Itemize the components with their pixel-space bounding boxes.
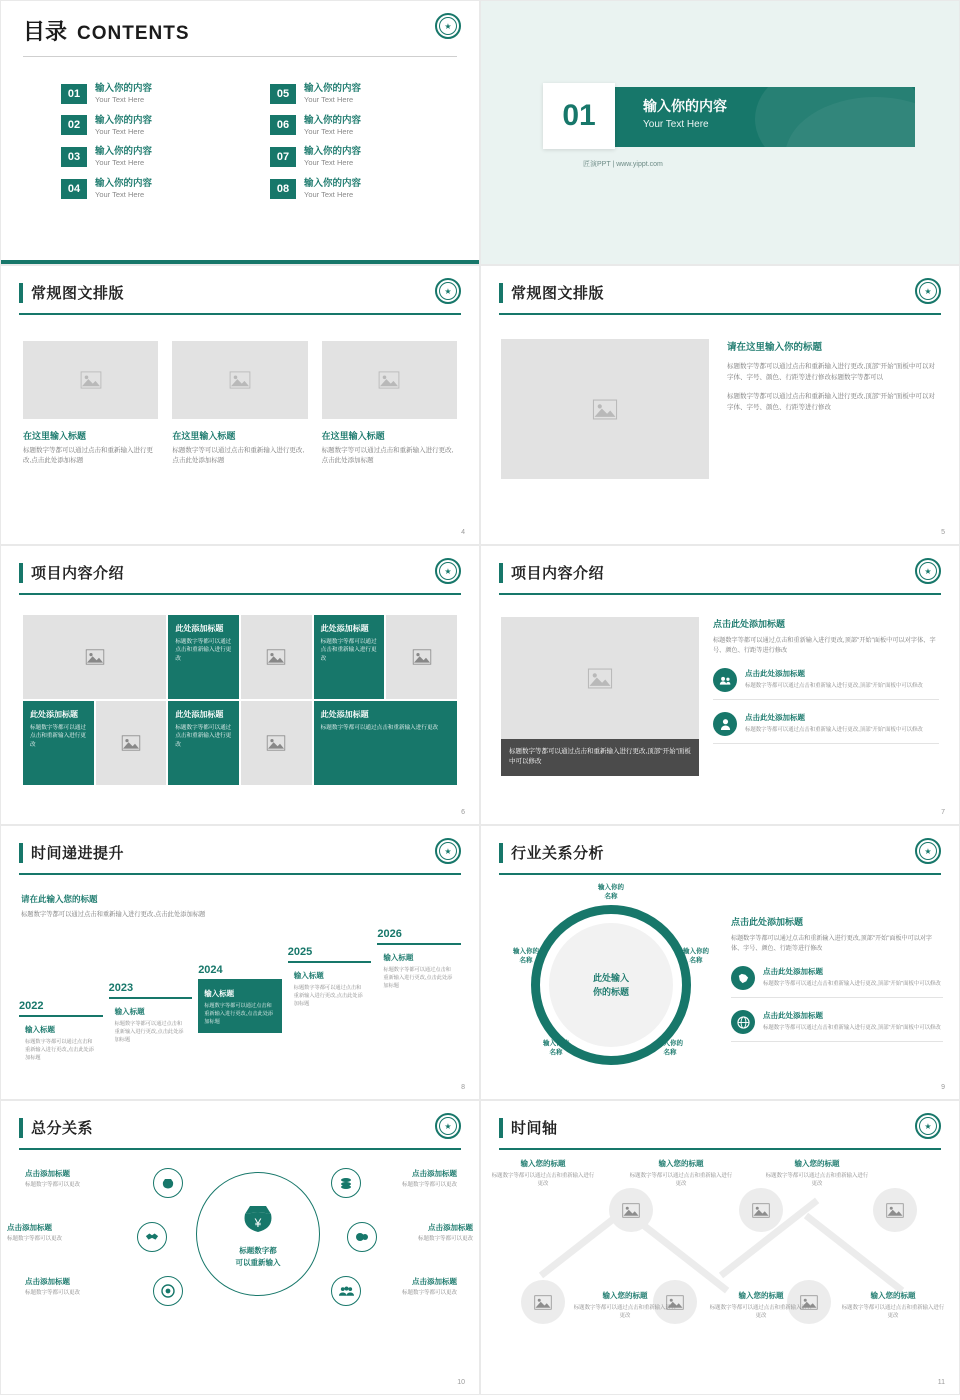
page-number: 9 bbox=[941, 1084, 945, 1091]
item-body: 标题数字等都可以通过点击和重新输入进行更改 bbox=[629, 1173, 733, 1188]
node-line-2: 名称 bbox=[689, 957, 703, 965]
section-band bbox=[583, 87, 915, 147]
item-heading: 点击添加标题 bbox=[25, 1169, 70, 1178]
image-placeholder bbox=[322, 341, 457, 419]
node-line-2: 名称 bbox=[519, 957, 533, 965]
node-line-2: 名称 bbox=[604, 893, 618, 901]
image-placeholder bbox=[501, 617, 699, 739]
block-body: 标题数字等都可以通过点击和重新输入进行更改 bbox=[175, 639, 232, 662]
item-body: 标题数字等都可以更改 bbox=[25, 1290, 81, 1296]
toc-label-cn: 输入你的内容 bbox=[95, 114, 153, 126]
image-placeholder bbox=[386, 615, 457, 699]
node-line-1: 输入你的 bbox=[657, 1040, 683, 1047]
diagram-node bbox=[529, 1039, 583, 1058]
slide-timeline-steps bbox=[0, 825, 480, 1100]
timeline-item bbox=[491, 1158, 595, 1188]
step-body: 标题数字等都可以通过点击和重新输入进行更改,点击此处添加标题 bbox=[204, 1003, 274, 1025]
section-caption: 匠演PPT | www.yippt.com bbox=[583, 161, 663, 168]
section-number: 01 bbox=[543, 83, 615, 149]
node-line-1: 输入你的 bbox=[683, 948, 709, 955]
section-heading: 点击此处添加标题 bbox=[731, 917, 804, 927]
toc-label-cn: 输入你的内容 bbox=[95, 146, 153, 158]
toc-label-en: Your Text Here bbox=[95, 126, 145, 136]
section-heading: 请在这里输入你的标题 bbox=[727, 342, 823, 353]
step-body: 标题数字等都可以通过点击和重新输入进行更改,点击此处添加标题 bbox=[114, 1021, 184, 1043]
step-year: 2024 bbox=[198, 964, 223, 977]
item-body: 标题数字等都可以通过点击和重新输入进行更改 bbox=[841, 1305, 945, 1320]
step-heading: 输入标题 bbox=[383, 953, 414, 963]
item-heading: 点击此处添加标题 bbox=[763, 967, 823, 977]
step-body: 标题数字等都可以通过点击和重新输入进行更改,点击此处添加标题 bbox=[383, 967, 453, 989]
toc-label-en: Your Text Here bbox=[304, 189, 354, 199]
step-item bbox=[19, 1000, 103, 1069]
section-title-cn: 输入你的内容 bbox=[643, 98, 727, 114]
hub-item bbox=[337, 1168, 457, 1190]
accent-bar bbox=[19, 843, 23, 863]
step-year: 2025 bbox=[287, 946, 313, 959]
step-item bbox=[198, 964, 282, 1069]
contents-header bbox=[1, 1, 479, 46]
block-body: 标题数字等都可以通过点击和重新输入进行更改 bbox=[30, 725, 86, 748]
step-heading: 输入标题 bbox=[204, 989, 235, 999]
list-item bbox=[713, 712, 939, 744]
list-item[interactable] bbox=[270, 178, 453, 200]
toc-number: 04 bbox=[61, 179, 87, 199]
toc-number: 08 bbox=[270, 179, 296, 199]
diagram-node bbox=[643, 1039, 697, 1058]
diagram-node bbox=[499, 947, 553, 966]
slide-project-mosaic bbox=[0, 545, 480, 825]
step-year: 2023 bbox=[108, 982, 134, 995]
image-placeholder bbox=[23, 341, 158, 419]
item-body: 标题数字等都可以通过点击和重新输入进行更改,顶部"开始"面板中可以修改 bbox=[745, 683, 923, 690]
slide-industry-relation bbox=[480, 825, 960, 1100]
step-heading: 输入标题 bbox=[293, 971, 324, 981]
image-caption: 标题数字等都可以通过点击和重新输入进行更改,顶部"开始"面板中可以修改 bbox=[501, 739, 699, 776]
toc-label-cn: 输入你的内容 bbox=[304, 114, 362, 126]
page-title: 时间递进提升 bbox=[31, 845, 125, 862]
item-heading: 输入您的标题 bbox=[658, 1159, 704, 1168]
diagram-center bbox=[549, 923, 673, 1047]
item-heading: 点击添加标题 bbox=[428, 1223, 473, 1232]
step-year: 2022 bbox=[19, 1000, 44, 1013]
globe-icon bbox=[731, 1010, 755, 1034]
accent-bar bbox=[19, 1118, 23, 1138]
list-item bbox=[731, 966, 943, 998]
block-body: 标题数字等都可以通过点击和重新输入进行更改 bbox=[320, 725, 439, 731]
contents-title-cn: 目录 bbox=[23, 19, 68, 44]
image-placeholder bbox=[23, 615, 166, 699]
logo-badge-icon: ★ bbox=[915, 1113, 941, 1139]
page-number: 8 bbox=[461, 1084, 465, 1091]
timeline-item bbox=[765, 1158, 869, 1188]
slide-image-text-3col bbox=[0, 265, 480, 545]
hub-item bbox=[25, 1276, 145, 1298]
list-item bbox=[731, 1010, 943, 1042]
hub-item bbox=[337, 1276, 457, 1298]
logo-badge-icon: ★ bbox=[915, 558, 941, 584]
item-heading: 输入您的标题 bbox=[794, 1159, 840, 1168]
logo-badge-icon: ★ bbox=[435, 838, 461, 864]
item-heading: 点击添加标题 bbox=[412, 1277, 457, 1286]
hub-item bbox=[353, 1222, 473, 1244]
hub-center bbox=[196, 1172, 320, 1296]
block-heading: 此处添加标题 bbox=[175, 710, 224, 719]
user-icon bbox=[713, 712, 737, 736]
item-body: 标题数字等都可以更改 bbox=[7, 1236, 63, 1242]
mosaic-text-block bbox=[168, 615, 239, 699]
page-number: 6 bbox=[461, 809, 465, 816]
image-placeholder bbox=[739, 1188, 783, 1232]
item-body: 标题数字等都可以通过点击和重新输入进行更改 bbox=[573, 1305, 677, 1320]
diagram-node bbox=[669, 947, 723, 966]
item-body: 标题数字等都可以更改 bbox=[25, 1182, 81, 1188]
item-heading: 点击添加标题 bbox=[7, 1223, 52, 1232]
toc-label-en: Your Text Here bbox=[95, 94, 145, 104]
intro-body: 标题数字等都可以通过点击和重新输入进行更改,点击此处添加标题 bbox=[21, 911, 206, 918]
column-heading: 在这里输入标题 bbox=[23, 431, 87, 441]
image-placeholder bbox=[521, 1280, 565, 1324]
node-line-1: 输入你的 bbox=[598, 884, 624, 891]
logo-badge-icon: ★ bbox=[435, 1113, 461, 1139]
block-body: 标题数字等都可以通过点击和重新输入进行更改 bbox=[320, 639, 377, 662]
page-title: 总分关系 bbox=[31, 1120, 94, 1137]
toc-label-cn: 输入你的内容 bbox=[304, 146, 362, 158]
content-column bbox=[322, 341, 457, 466]
column-body: 标题数字等可以通过点击和重新输入进行更改,点击此处添加标题 bbox=[172, 447, 305, 465]
toc-label-cn: 输入你的内容 bbox=[95, 83, 153, 94]
slide-image-text-split bbox=[480, 265, 960, 545]
step-item bbox=[288, 946, 372, 1069]
block-heading: 此处添加标题 bbox=[30, 710, 78, 719]
svg-text:¥: ¥ bbox=[254, 1216, 262, 1230]
hub-line-2: 可以重新输入 bbox=[235, 1258, 281, 1267]
node-line-1: 输入你的 bbox=[513, 948, 539, 955]
toc-number: 06 bbox=[270, 115, 296, 135]
image-placeholder bbox=[172, 341, 307, 419]
node-line-2: 名称 bbox=[663, 1049, 677, 1057]
hub-line-1: 标题数字都 bbox=[239, 1246, 277, 1255]
slide-section-divider bbox=[480, 0, 960, 265]
item-heading: 输入您的标题 bbox=[520, 1159, 566, 1168]
toc-label-cn: 输入你的内容 bbox=[95, 177, 153, 189]
block-body: 标题数字等都可以通过点击和重新输入进行更改 bbox=[175, 725, 232, 748]
image-placeholder bbox=[609, 1188, 653, 1232]
body-paragraph: 标题数字等都可以通过点击和重新输入进行更改,顶部"开始"面板中可以对字体、字号、颜色、行距等进行修改 bbox=[727, 393, 935, 412]
accent-bar bbox=[19, 283, 23, 303]
list-item bbox=[713, 668, 939, 700]
page-number: 5 bbox=[941, 529, 945, 536]
toc-number: 05 bbox=[270, 84, 296, 104]
slide-contents bbox=[0, 0, 480, 265]
item-heading: 输入您的标题 bbox=[870, 1291, 916, 1300]
target-icon bbox=[153, 1276, 183, 1306]
column-heading: 在这里输入标题 bbox=[321, 431, 385, 441]
toc-number: 03 bbox=[61, 147, 87, 167]
body-paragraph: 标题数字等都可以通过点击和重新输入进行更改,顶部"开始"面板中可以对字体、字号、颜色、行距等进行修改 bbox=[713, 637, 936, 655]
step-item bbox=[109, 982, 193, 1069]
content-column bbox=[172, 341, 307, 466]
step-item bbox=[377, 928, 461, 1069]
block-heading: 此处添加标题 bbox=[320, 624, 369, 633]
step-heading: 输入标题 bbox=[25, 1025, 55, 1035]
page-title: 常规图文排版 bbox=[31, 285, 125, 302]
logo-badge-icon: ★ bbox=[435, 558, 461, 584]
mosaic-text-block bbox=[23, 701, 94, 785]
list-item[interactable] bbox=[270, 115, 453, 137]
toc-label-en: Your Text Here bbox=[95, 189, 145, 199]
image-placeholder bbox=[873, 1188, 917, 1232]
body-paragraph: 标题数字等都可以通过点击和重新输入进行更改,顶部"开始"面板中可以对字体、字号、颜色、行距等进行修改标题数字等都可以 bbox=[727, 363, 935, 382]
section-banner bbox=[543, 87, 915, 147]
toc-label-en: Your Text Here bbox=[95, 158, 145, 168]
page-title: 时间轴 bbox=[511, 1120, 558, 1137]
page-title: 项目内容介绍 bbox=[511, 565, 605, 582]
hub-item bbox=[25, 1168, 145, 1190]
slide-hub-relation bbox=[0, 1100, 480, 1395]
block-heading: 此处添加标题 bbox=[175, 624, 224, 633]
page-number: 4 bbox=[461, 529, 465, 536]
map-china-icon bbox=[731, 966, 755, 990]
timeline-item bbox=[841, 1290, 945, 1320]
toc-label-en: Your Text Here bbox=[304, 158, 354, 168]
page-title: 常规图文排版 bbox=[511, 285, 605, 302]
timeline-item bbox=[709, 1290, 813, 1320]
accent-bar bbox=[19, 563, 23, 583]
item-heading: 点击添加标题 bbox=[25, 1277, 70, 1286]
image-placeholder bbox=[241, 701, 312, 785]
column-body: 标题数字等都可以通过点击和重新输入进行更改,点击此处添加标题 bbox=[23, 447, 153, 465]
center-line-2: 你的标题 bbox=[592, 987, 629, 997]
toc-number: 07 bbox=[270, 147, 296, 167]
toc-number: 01 bbox=[61, 84, 87, 104]
circular-diagram bbox=[491, 884, 731, 1077]
column-heading: 在这里输入标题 bbox=[172, 431, 236, 441]
logo-badge-icon: ★ bbox=[915, 278, 941, 304]
timeline-item bbox=[573, 1290, 677, 1320]
mosaic-text-block bbox=[314, 615, 385, 699]
hub-item bbox=[7, 1222, 127, 1244]
toc-label-cn: 输入你的内容 bbox=[304, 177, 362, 189]
section-title-en: Your Text Here bbox=[643, 119, 709, 130]
list-item[interactable] bbox=[270, 146, 453, 168]
item-body: 标题数字等都可以更改 bbox=[401, 1182, 457, 1188]
users-icon bbox=[713, 668, 737, 692]
toc-number: 02 bbox=[61, 115, 87, 135]
handshake-icon bbox=[137, 1222, 167, 1252]
list-item[interactable] bbox=[270, 83, 453, 105]
logo-badge-icon: ★ bbox=[915, 838, 941, 864]
item-body: 标题数字等都可以通过点击和重新输入进行更改,顶部"开始"面板中可以修改 bbox=[745, 727, 923, 734]
accent-bar bbox=[499, 563, 503, 583]
step-body: 标题数字等都可以通过点击和重新输入进行更改,点击此处添加标题 bbox=[25, 1039, 94, 1061]
step-body: 标题数字等都可以通过点击和重新输入进行更改,点击此处添加标题 bbox=[293, 985, 363, 1007]
contents-list bbox=[1, 57, 479, 200]
list-item[interactable] bbox=[61, 83, 244, 105]
logo-badge-icon: ★ bbox=[435, 278, 461, 304]
item-body: 标题数字等都可以通过点击和重新输入进行更改,顶部"开始"面板中可以修改 bbox=[763, 981, 941, 988]
image-placeholder bbox=[96, 701, 167, 785]
accent-bar bbox=[499, 283, 503, 303]
step-heading: 输入标题 bbox=[114, 1007, 145, 1017]
item-heading: 输入您的标题 bbox=[738, 1291, 784, 1300]
image-placeholder bbox=[501, 339, 709, 479]
mosaic-text-block bbox=[168, 701, 239, 785]
timeline-item bbox=[629, 1158, 733, 1188]
page-number: 11 bbox=[937, 1379, 945, 1386]
node-line-2: 名称 bbox=[549, 1049, 563, 1057]
accent-bar bbox=[499, 843, 503, 863]
page-title: 项目内容介绍 bbox=[31, 565, 125, 582]
content-column bbox=[23, 341, 158, 466]
mosaic-text-block bbox=[314, 701, 457, 785]
step-year: 2026 bbox=[377, 928, 402, 941]
item-heading: 输入您的标题 bbox=[602, 1291, 648, 1300]
page-number: 7 bbox=[941, 809, 945, 816]
image-placeholder bbox=[241, 615, 312, 699]
node-line-1: 输入你的 bbox=[543, 1040, 569, 1047]
money-bag-icon bbox=[153, 1168, 183, 1198]
item-heading: 点击此处添加标题 bbox=[763, 1011, 823, 1021]
slide-project-detail bbox=[480, 545, 960, 825]
toc-label-cn: 输入你的内容 bbox=[304, 83, 362, 94]
diagram-node bbox=[584, 883, 638, 902]
accent-bar bbox=[499, 1118, 503, 1138]
item-heading: 点击添加标题 bbox=[412, 1169, 457, 1178]
page-title: 行业关系分析 bbox=[511, 845, 605, 862]
item-body: 标题数字等都可以通过点击和重新输入进行更改 bbox=[709, 1305, 813, 1320]
accent-bar bbox=[1, 260, 479, 264]
logo-badge-icon: ★ bbox=[435, 13, 461, 39]
toc-label-en: Your Text Here bbox=[304, 126, 354, 136]
item-body: 标题数字等都可以更改 bbox=[417, 1236, 473, 1242]
page-number: 10 bbox=[457, 1379, 465, 1386]
body-paragraph: 标题数字等都可以通过点击和重新输入进行更改,顶部"开始"面板中可以对字体、字号、颜色、行距等进行修改 bbox=[731, 935, 933, 953]
slide-zigzag-timeline bbox=[480, 1100, 960, 1395]
list-item[interactable] bbox=[61, 115, 244, 137]
item-body: 标题数字等都可以通过点击和重新输入进行更改 bbox=[765, 1173, 869, 1188]
list-item[interactable] bbox=[61, 146, 244, 168]
list-item[interactable] bbox=[61, 178, 244, 200]
item-body: 标题数字等都可以通过点击和重新输入进行更改,顶部"开始"面板中可以修改 bbox=[763, 1025, 941, 1032]
item-body: 标题数字等都可以更改 bbox=[401, 1290, 457, 1296]
section-heading: 点击此处添加标题 bbox=[713, 619, 786, 629]
column-body: 标题数字等可以通过点击和重新输入进行更改,点击此处添加标题 bbox=[321, 447, 454, 465]
item-body: 标题数字等都可以通过点击和重新输入进行更改 bbox=[491, 1173, 595, 1188]
intro-heading: 请在此输入您的标题 bbox=[21, 894, 98, 904]
block-heading: 此处添加标题 bbox=[320, 710, 369, 719]
center-line-1: 此处输入 bbox=[592, 972, 629, 983]
contents-title-en: CONTENTS bbox=[77, 23, 190, 44]
item-heading: 点击此处添加标题 bbox=[745, 669, 805, 679]
toc-label-en: Your Text Here bbox=[304, 94, 354, 104]
item-heading: 点击此处添加标题 bbox=[745, 713, 805, 723]
